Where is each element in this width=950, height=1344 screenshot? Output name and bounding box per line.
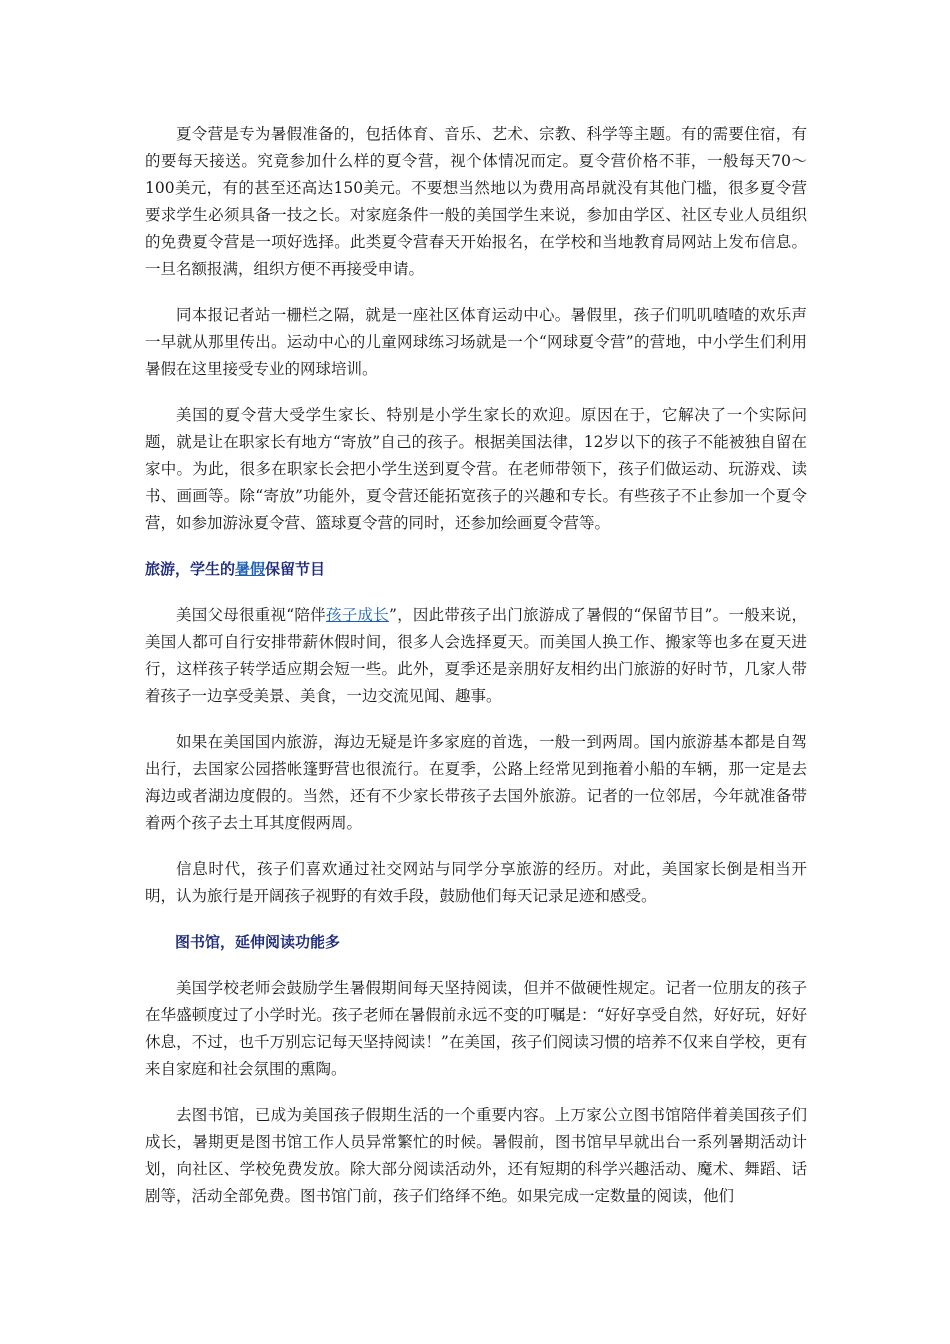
summer-vacation-link[interactable]: 暑假 [235,560,266,578]
paragraph-family-travel [145,602,807,710]
paragraph-summer-camp-intro: 夏令营是专为暑假准备的，包括体育、音乐、艺术、宗教、科学等主题。有的需要住宿，有的要每天接送。究竟参加什么样的夏令营，视个体情况而定。夏令营价格不菲，一般每天70～100美元，有的甚至还高达150美元。不要想当然地以为费用高昂就没有其他门槛，很多夏令营要求学生必须具备一技之长。对家庭条件一般的美国学生来说，参加由学区、社区专业人员组织的免费夏令营是一项好选择。此类夏令营春天开始报名，在学校和当地教育局网站上发布信息。一旦名额报满，组织方便不再接受申请。 [145,125,807,278]
paragraph-social-sharing: 信息时代，孩子们喜欢通过社交网站与同学分享旅游的经历。对此，美国家长倒是相当开明，认为旅行是开阔孩子视野的有效手段，鼓励他们每天记录足迹和感受。 [145,860,807,905]
paragraph-camp-popularity: 美国的夏令营大受学生家长、特别是小学生家长的欢迎。原因在于，它解决了一个实际问题，就是让在职家长有地方“寄放”自己的孩子。根据美国法律，12岁以下的孩子不能被独自留在家中。为此，很多在职家长会把小学生送到夏令营。在老师带领下，孩子们做运动、玩游戏、读书、画画等。除“寄放”功能外，夏令营还能拓宽孩子的兴趣和专长。有些孩子不止参加一个夏令营，如参加游泳夏令营、篮球夏令营的同时，还参加绘画夏令营等。 [145,406,807,532]
child-growth-link[interactable]: 孩子成长 [325,606,389,624]
document-body [145,121,807,1210]
paragraph-tennis-camp: 同本报记者站一栅栏之隔，就是一座社区体育运动中心。暑假里，孩子们叽叽喳喳的欢乐声一早就从那里传出。运动中心的儿童网球练习场就是一个“网球夏令营”的营地，中小学生们利用暑假在这里接受专业的网球培训。 [145,306,807,378]
paragraph-domestic-travel: 如果在美国国内旅游，海边无疑是许多家庭的首选，一般一到两周。国内旅游基本都是自驾出行，去国家公园搭帐篷野营也很流行。在夏季，公路上经常见到拖着小船的车辆，那一定是去海边或者湖边度假的。当然，还有不少家长带孩子去国外旅游。记者的一位邻居，今年就准备带着两个孩子去土耳其度假两周。 [145,733,807,832]
section-heading-library: 图书馆，延伸阅读功能多 [175,933,341,951]
section-heading-travel [145,556,807,583]
section-heading-travel-text-end: 保留节目 [265,560,326,578]
paragraph-library-wrapper [145,1102,807,1210]
paragraph-reading-habits: 美国学校老师会鼓励学生暑假期间每天坚持阅读，但并不做硬性规定。记者一位朋友的孩子在华盛顿度过了小学时光。孩子老师在暑假前永远不变的叮嘱是：“好好享受自然，好好玩，好好休息，不过，也千万别忘记每天坚持阅读！”在美国，孩子们阅读习惯的培养不仅来自学校，更有来自家庭和社会氛围的熏陶。 [145,979,807,1078]
paragraph-library-activities: 去图书馆，已成为美国孩子假期生活的一个重要内容。上万家公立图书馆陪伴着美国孩子们成长，暑期更是图书馆工作人员异常繁忙的时候。暑假前，图书馆早早就出台一系列暑期活动计划，向社区、学校免费发放。除大部分阅读活动外，还有短期的科学兴趣活动、魔术、舞蹈、话剧等，活动全部免费。图书馆门前，孩子们络绎不绝。如果完成一定数量的阅读，他们 [145,1106,807,1205]
paragraph-family-travel-start: 美国父母很重视“陪伴 [176,606,326,624]
paragraph-family-travel-rest: ”，因此带孩子出门旅游成了暑假的“保留节目”。一般来说，美国人都可自行安排带薪休假时间，很多人会选择夏天。而美国人换工作、搬家等也多在夏天进行，这样孩子转学适应期会短一些。此外，夏季还是亲朋好友相约出门旅游的好时节，几家人带着孩子一边享受美景、美食，一边交流见闻、趣事。 [145,606,807,705]
section-heading-travel-text: 旅游，学生的 [145,560,236,578]
